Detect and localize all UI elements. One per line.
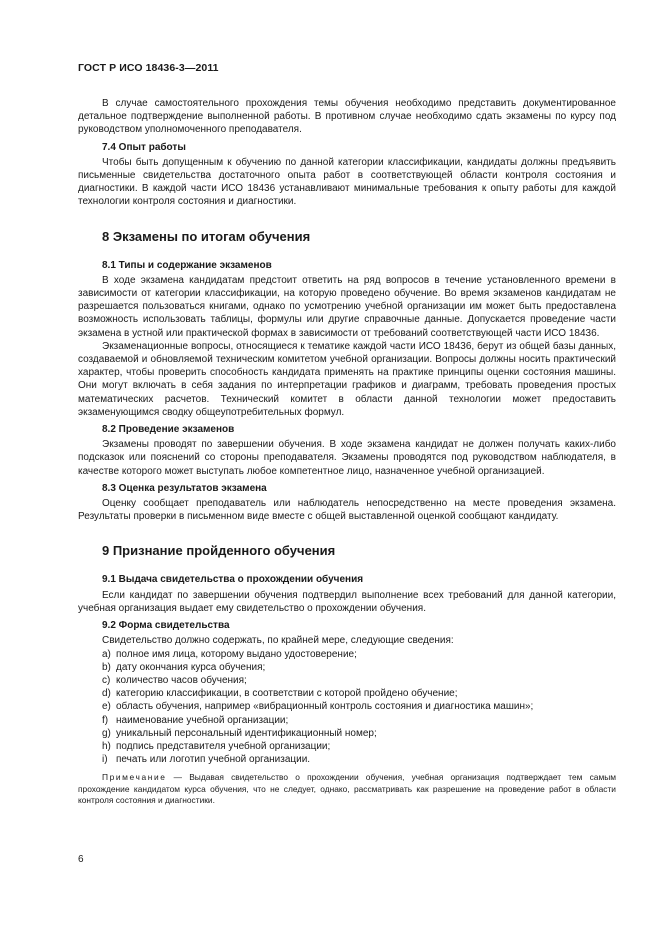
subsection-heading: 8.2 Проведение экзаменов xyxy=(102,424,235,436)
subsection-heading: 9.2 Форма свидетельства xyxy=(102,620,230,632)
paragraph: В случае самостоятельного прохождения темы обучения необходимо представить документированное детальное подтверждение выполненной работы. В противном случае необходимо сдать экзамены по курсу под руководством уполномоченного преподавателя. xyxy=(78,98,616,136)
document-header: ГОСТ Р ИСО 18436-3—2011 xyxy=(78,62,219,74)
section-heading: 8 Экзамены по итогам обучения xyxy=(102,228,311,244)
paragraph: Экзамены проводят по завершении обучения. В ходе экзамена кандидат не должен получать каких-либо подсказок или пояснений со стороны преподавателя. Экзамены проводятся под руководством наблюдателя, в качестве которого может выступать любое компетентное лицо, назначенное учебной организацией. xyxy=(78,439,616,477)
document-body xyxy=(78,97,616,806)
list-item: h) подпись представителя учебной организации; xyxy=(102,740,331,752)
paragraph: В ходе экзамена кандидатам предстоит ответить на ряд вопросов в течение установленного времени в зависимости от категории классификации, на которую проведено обучение. Во время экзаменов кандидатам не разрешается пользоваться книгами, однако по усмотрению учебной организации им может быть предоставлена возможность использовать таблицы, формулы или другие справочные данные. Допускается проведение части экзамена в устной или практической формах в зависимости от требований соответствующей части ИСО 18436. xyxy=(78,274,616,339)
note-text: — Выдавая свидетельство о прохождении обучения, учебная организация подтверждает тем самым прохождение кандидатом курса обучения, что не следует, однако, рассматривать как разрешение на проведение работ в области контроля состояния и диагностики. xyxy=(78,772,616,805)
note xyxy=(78,772,616,806)
subsection-heading: 8.3 Оценка результатов экзамена xyxy=(102,482,267,494)
paragraph: Экзаменационные вопросы, относящиеся к тематике каждой части ИСО 18436, берут из общей базы данных, создаваемой и обновляемой техническим комитетом учебной организации. Вопросы должны носить практический характер, чтобы проверить способность кандидата применять на практике принципы оценки состояния машины. Они могут включать в себя задания по интерпретации графиков и диаграмм, требовать проведения простых математических расчетов. Технический комитет в области данной технологии может предоставить экзаменующимся сводку общеупотребительных формул. xyxy=(78,340,616,418)
requirements-list xyxy=(78,648,616,767)
note-label: Примечание xyxy=(102,772,167,783)
subsection-heading: 9.1 Выдача свидетельства о прохождении обучения xyxy=(102,574,364,586)
paragraph: Чтобы быть допущенным к обучению по данной категории классификации, кандидаты должны предъявить письменные свидетельства достаточного опыта работ в соответствующей области контроля состояния и диагностики. В каждой части ИСО 18436 устанавливают минимальные требования к опыту работы для каждой технологии контроля состояния и диагностики. xyxy=(78,156,616,208)
subsection-heading: 7.4 Опыт работы xyxy=(102,141,186,153)
list-item: f) наименование учебной организации; xyxy=(102,714,289,726)
list-item: g) уникальный персональный идентификационный номер; xyxy=(102,727,377,739)
list-item: a) полное имя лица, которому выдано удостоверение; xyxy=(102,648,357,660)
list-item: d) категорию классификации, в соответствии с которой пройдено обучение; xyxy=(102,688,458,700)
list-item: i) печать или логотип учебной организации. xyxy=(102,754,311,766)
list-item: c) количество часов обучения; xyxy=(102,674,247,686)
paragraph: Свидетельство должно содержать, по крайней мере, следующие сведения: xyxy=(102,635,454,647)
subsection-heading: 8.1 Типы и содержание экзаменов xyxy=(102,259,272,271)
page-number: 6 xyxy=(78,854,84,865)
paragraph: Если кандидат по завершении обучения подтвердил выполнение всех требований для данной категории, учебная организация выдает ему свидетельство о прохождении обучения. xyxy=(78,589,616,614)
list-item: e) область обучения, например «вибрационный контроль состояния и диагностика машин»; xyxy=(102,701,534,713)
section-heading: 9 Признание пройденного обучения xyxy=(102,543,336,559)
list-item: b) дату окончания курса обучения; xyxy=(102,661,266,673)
paragraph: Оценку сообщает преподаватель или наблюдатель непосредственно на месте проведения экзамена. Результаты проверки в письменном виде вместе с общей выставленной оценкой сообщают кандидату. xyxy=(78,498,616,523)
